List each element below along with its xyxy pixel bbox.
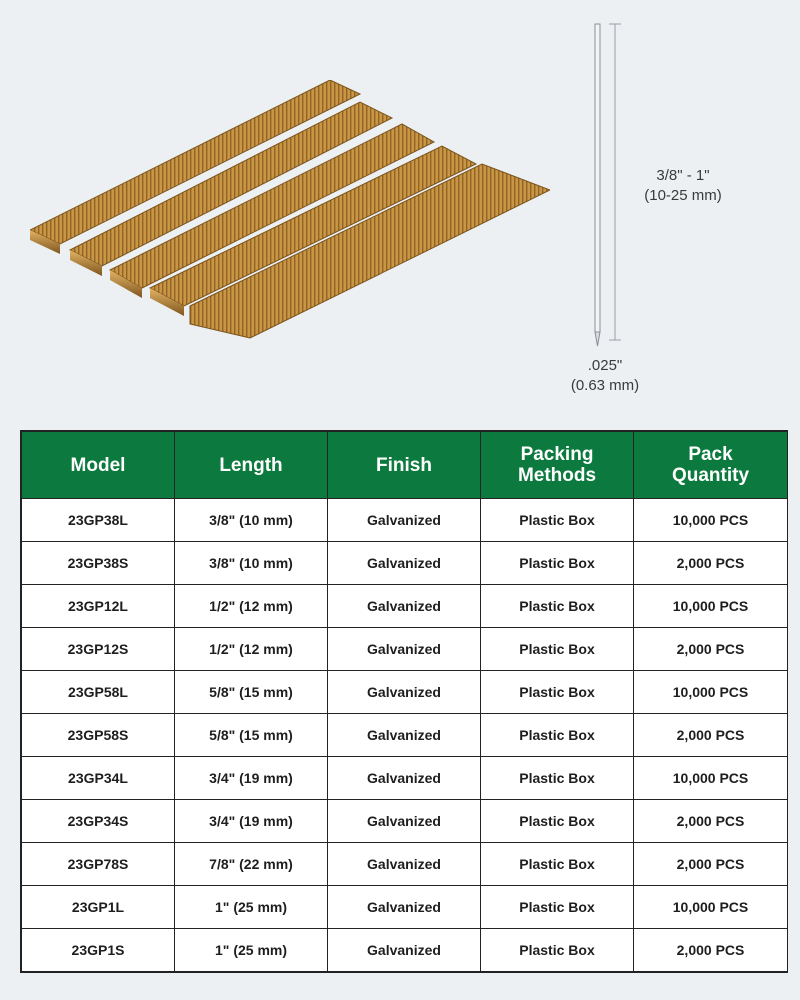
packing-cell: Plastic Box <box>481 843 634 886</box>
table-row <box>22 542 788 585</box>
table-row <box>22 499 788 542</box>
table-row <box>22 585 788 628</box>
length-cell: 3/8" (10 mm) <box>175 542 328 585</box>
table-row <box>22 757 788 800</box>
finish-cell: Galvanized <box>328 886 481 929</box>
length-cell: 1" (25 mm) <box>175 886 328 929</box>
table-row <box>22 929 788 972</box>
packing-cell: Plastic Box <box>481 800 634 843</box>
quantity-cell: 2,000 PCS <box>634 929 788 972</box>
finish-cell: Galvanized <box>328 499 481 542</box>
packing-cell: Plastic Box <box>481 671 634 714</box>
finish-cell: Galvanized <box>328 585 481 628</box>
table-header-row <box>22 432 788 499</box>
packing-cell: Plastic Box <box>481 757 634 800</box>
model-cell: 23GP12L <box>22 585 175 628</box>
length-cell: 3/4" (19 mm) <box>175 800 328 843</box>
length-cell: 5/8" (15 mm) <box>175 714 328 757</box>
table-row <box>22 671 788 714</box>
diameter-metric: (0.63 mm) <box>570 377 640 394</box>
packing-cell: Plastic Box <box>481 585 634 628</box>
diameter-dimension-label <box>560 356 650 396</box>
model-cell: 23GP1L <box>22 886 175 929</box>
packing-cell: Plastic Box <box>481 499 634 542</box>
finish-cell: Galvanized <box>328 714 481 757</box>
quantity-cell: 2,000 PCS <box>634 843 788 886</box>
length-cell: 1/2" (12 mm) <box>175 628 328 671</box>
model-cell: 23GP1S <box>22 929 175 972</box>
quantity-cell: 10,000 PCS <box>634 671 788 714</box>
length-dimension-label <box>628 166 738 206</box>
quantity-cell: 10,000 PCS <box>634 499 788 542</box>
table-body <box>22 499 788 972</box>
length-cell: 1/2" (12 mm) <box>175 585 328 628</box>
packing-cell: Plastic Box <box>481 628 634 671</box>
length-cell: 1" (25 mm) <box>175 929 328 972</box>
finish-cell: Galvanized <box>328 757 481 800</box>
quantity-cell: 2,000 PCS <box>634 714 788 757</box>
length-cell: 5/8" (15 mm) <box>175 671 328 714</box>
packing-cell: Plastic Box <box>481 714 634 757</box>
quantity-cell: 10,000 PCS <box>634 886 788 929</box>
specification-table <box>21 431 788 972</box>
length-cell: 7/8" (22 mm) <box>175 843 328 886</box>
product-hero <box>0 0 800 420</box>
finish-cell: Galvanized <box>328 542 481 585</box>
model-cell: 23GP34L <box>22 757 175 800</box>
model-cell: 23GP58L <box>22 671 175 714</box>
header-finish: Finish <box>328 432 481 499</box>
length-cell: 3/8" (10 mm) <box>175 499 328 542</box>
model-cell: 23GP34S <box>22 800 175 843</box>
diameter: .025" <box>587 357 623 374</box>
table-row <box>22 800 788 843</box>
length-range-metric: (10-25 mm) <box>644 187 722 204</box>
packing-cell: Plastic Box <box>481 886 634 929</box>
quantity-cell: 10,000 PCS <box>634 585 788 628</box>
pin-nail-strips-image <box>30 80 550 340</box>
header-pack-quantity: Pack Quantity <box>634 432 788 499</box>
header-length: Length <box>175 432 328 499</box>
packing-cell: Plastic Box <box>481 542 634 585</box>
model-cell: 23GP38S <box>22 542 175 585</box>
model-cell: 23GP58S <box>22 714 175 757</box>
quantity-cell: 10,000 PCS <box>634 757 788 800</box>
finish-cell: Galvanized <box>328 843 481 886</box>
quantity-cell: 2,000 PCS <box>634 628 788 671</box>
length-range: 3/8" - 1" <box>656 167 710 184</box>
length-cell: 3/4" (19 mm) <box>175 757 328 800</box>
finish-cell: Galvanized <box>328 929 481 972</box>
specification-table-container <box>20 430 788 973</box>
header-packing-methods: Packing Methods <box>481 432 634 499</box>
table-row <box>22 714 788 757</box>
quantity-cell: 2,000 PCS <box>634 800 788 843</box>
finish-cell: Galvanized <box>328 628 481 671</box>
model-cell: 23GP12S <box>22 628 175 671</box>
finish-cell: Galvanized <box>328 800 481 843</box>
table-row <box>22 628 788 671</box>
table-row <box>22 886 788 929</box>
header-model: Model <box>22 432 175 499</box>
model-cell: 23GP78S <box>22 843 175 886</box>
table-row <box>22 843 788 886</box>
model-cell: 23GP38L <box>22 499 175 542</box>
quantity-cell: 2,000 PCS <box>634 542 788 585</box>
finish-cell: Galvanized <box>328 671 481 714</box>
packing-cell: Plastic Box <box>481 929 634 972</box>
